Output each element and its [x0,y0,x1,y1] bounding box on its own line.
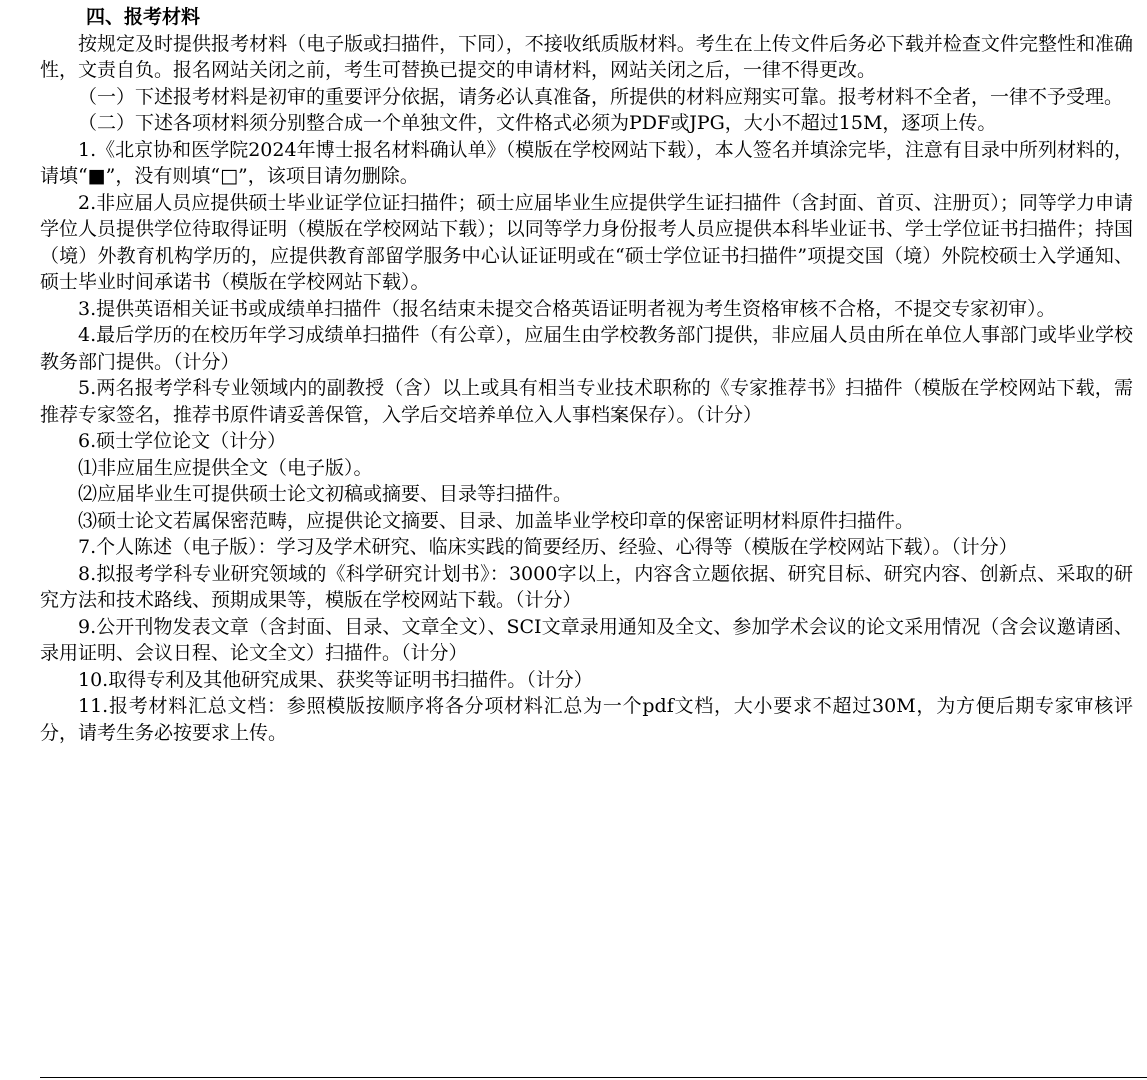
item-6-sub-3: ⑶硕士论文若属保密范畴，应提供论文摘要、目录、加盖毕业学校印章的保密证明材料原件扫描件。 [78,509,915,532]
item-11-summary-document: 11.报考材料汇总文档：参照模版按顺序将各分项材料汇总为一个pdf文档，大小要求不超过30M，为方便后期专家审核评分，请考生务必按要求上传。 [40,695,1133,744]
bottom-divider [40,1077,1147,1078]
item-2-degree-certificates: 2.非应届人员应提供硕士毕业证学位证扫描件；硕士应届毕业生应提供学生证扫描件（含封面、首页、注册页）；同等学力申请学位人员提供学位待取得证明（模版在学校网站下载）；以同等学力身份报考人员应提供本科毕业证书、学士学位证书扫描件；持国（境）外教育机构学历的，应提供教育部留学服务中心认证证明或在“硕士学位证书扫描件”项提交国（境）外院校硕士入学通知、硕士毕业时间承诺书（模版在学校网站下载）。 [40,191,1133,293]
section-heading: 四、报考材料 [86,6,201,28]
item-6-sub-2: ⑵应届毕业生可提供硕士论文初稿或摘要、目录等扫描件。 [78,483,573,505]
item-4-transcripts: 4.最后学历的在校历年学习成绩单扫描件（有公章），应届生由学校教务部门提供，非应届人员由所在单位人事部门或毕业学校教务部门提供。（计分） [40,324,1133,373]
item-6-sub-1: ⑴非应届生应提供全文（电子版）。 [78,456,373,479]
item-9-publications: 9.公开刊物发表文章（含封面、目录、文章全文）、SCI文章录用通知及全文、参加学术会议的论文采用情况（含会议邀请函、录用证明、会议日程、论文全文）扫描件。（计分） [40,615,1133,664]
item-8-research-plan: 8.拟报考学科专业研究领域的《科学研究计划书》：3000字以上，内容含立题依据、研究目标、研究内容、创新点、采取的研究方法和技术路线、预期成果等，模版在学校网站下载。（计分） [40,562,1133,611]
item-1-confirmation-form: 1.《北京协和医学院2024年博士报名材料确认单》（模版在学校网站下载），本人签名并填涂完毕，注意有目录中所列材料的，请填“■”，没有则填“□”，该项目请勿删除。 [40,138,1133,187]
intro-paragraph: 按规定及时提供报考材料（电子版或扫描件，下同），不接收纸质版材料。考生在上传文件后务必下载并检查文件完整性和准确性，文责自负。报名网站关闭之前，考生可替换已提交的申请材料，网站关闭之后，一律不得更改。 [40,32,1133,81]
item-3-english-certificate: 3.提供英语相关证书或成绩单扫描件（报名结束未提交合格英语证明者视为考生资格审核不合格，不提交专家初审）。 [78,297,1056,320]
item-5-recommendation-letters: 5.两名报考学科专业领域内的副教授（含）以上或具有相当专业技术职称的《专家推荐书》扫描件（模版在学校网站下载，需推荐专家签名，推荐书原件请妥善保管，入学后交培养单位入人事档案保存）。（计分） [40,377,1133,426]
item-10-patents-awards: 10.取得专利及其他研究成果、获奖等证明书扫描件。（计分） [78,668,593,691]
clause-two-paragraph: （二）下述各项材料须分别整合成一个单独文件，文件格式必须为PDF或JPG，大小不超过15M，逐项上传。 [78,112,997,134]
clause-one-paragraph: （一）下述报考材料是初审的重要评分依据，请务必认真准备，所提供的材料应翔实可靠。报考材料不全者，一律不予受理。 [78,85,1124,108]
item-6-master-thesis: 6.硕士学位论文（计分） [78,430,287,452]
item-7-personal-statement: 7.个人陈述（电子版）：学习及学术研究、临床实践的简要经历、经验、心得等（模版在学校网站下载）。（计分） [78,536,1018,558]
